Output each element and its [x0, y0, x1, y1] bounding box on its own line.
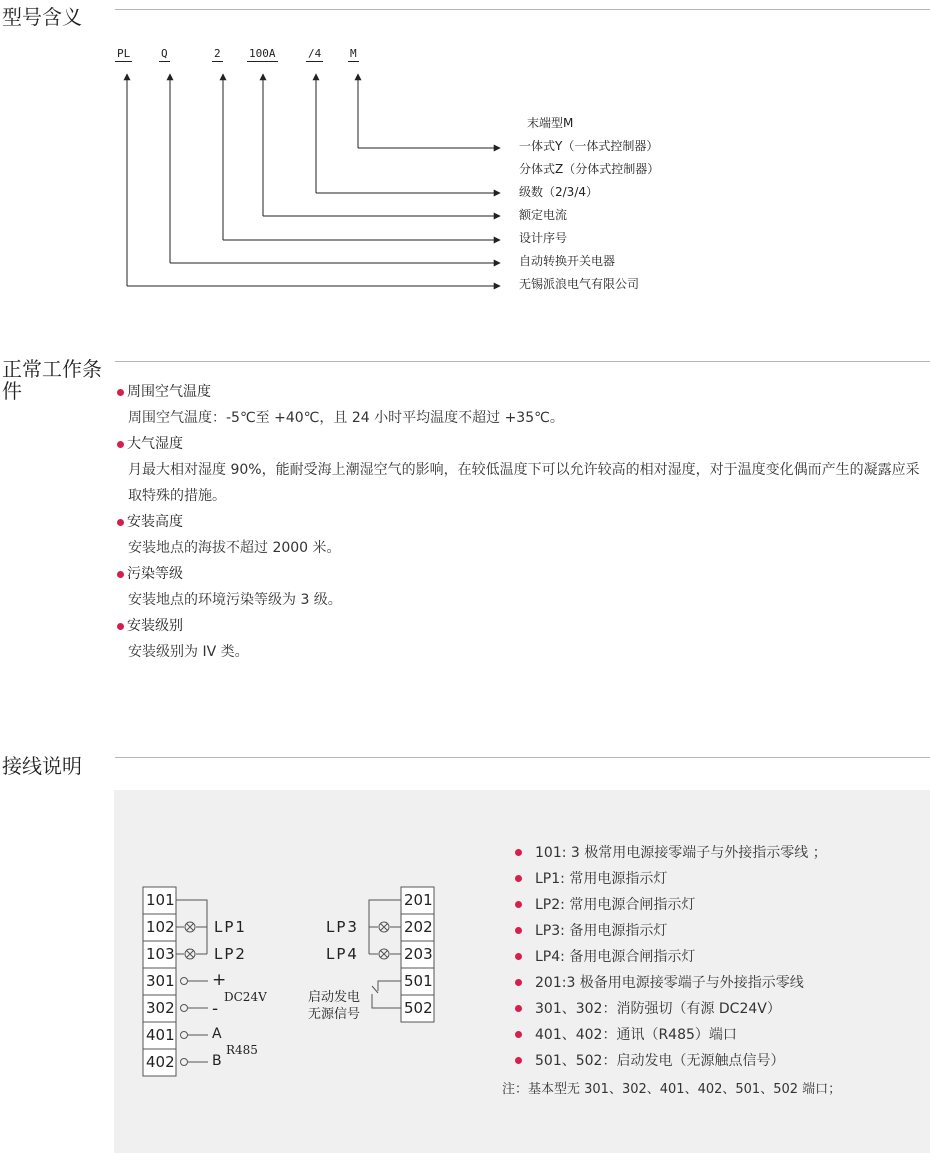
label-company: 无锡派浪电气有限公司 [519, 277, 640, 291]
terminal-103: 103 [146, 945, 175, 963]
bullet-icon [515, 849, 522, 856]
label-design-number: 设计序号 [519, 231, 568, 245]
condition-text: 月最大相对湿度 90%，能耐受海上潮湿空气的影响，在较低温度下可以允许较高的相对湿度，对于温度变化偶而产生的凝露应采取特殊的措施。 [128, 462, 920, 504]
label-dc24v: DC24V [224, 990, 267, 1004]
condition-text: 安装地点的环境污染等级为 3 级。 [128, 592, 342, 608]
legend-item: 401、402：通讯（R485）端口 [509, 1022, 827, 1048]
terminal-302: 302 [146, 999, 175, 1017]
label-b: B [212, 1053, 222, 1069]
legend-item: LP4: 备用电源合闸指示灯 [509, 944, 827, 970]
legend-item: 301、302：消防强切（有源 DC24V） [509, 996, 827, 1022]
terminal-402: 402 [146, 1053, 175, 1071]
label-rated-current: 额定电流 [519, 208, 568, 222]
terminal-301: 301 [146, 972, 175, 990]
label-poles: 级数（2/3/4） [519, 185, 598, 199]
terminal-201: 201 [404, 891, 433, 909]
terminal-203: 203 [404, 945, 433, 963]
label-lp4: LP4 [326, 945, 359, 963]
condition-heading: 安装级别 [117, 613, 930, 639]
label-r485: R485 [226, 1043, 258, 1057]
legend-item: LP3: 备用电源指示灯 [509, 918, 827, 944]
condition-heading: 大气湿度 [117, 431, 930, 457]
condition-heading: 污染等级 [117, 561, 930, 587]
label-integrated: 一体式Y（一体式控制器） [519, 139, 659, 153]
label-ats: 自动转换开关电器 [519, 254, 616, 268]
model-code-design: 2 [214, 47, 221, 60]
condition-heading: 安装高度 [117, 509, 930, 535]
terminal-101: 101 [146, 891, 175, 909]
wiring-legend [509, 840, 827, 1074]
label-split: 分体式Z（分体式控制器） [519, 162, 660, 176]
terminal-501: 501 [404, 972, 433, 990]
terminal-401: 401 [146, 1026, 175, 1044]
legend-item: 201:3 极备用电源接零端子与外接指示零线 [509, 970, 827, 996]
bullet-icon [515, 1057, 522, 1064]
label-lp3: LP3 [326, 918, 359, 936]
condition-text: 安装地点的海拔不超过 2000 米。 [128, 540, 341, 556]
model-code-poles: /4 [308, 47, 322, 60]
label-gen-line2: 无源信号 [308, 1007, 361, 1022]
label-terminal-type: 末端型M [527, 116, 574, 130]
section-title-conditions: 正常工作条件 [2, 357, 102, 403]
bullet-icon [515, 979, 522, 986]
bullet-icon [515, 927, 522, 934]
bullet-icon [515, 1005, 522, 1012]
model-code-q: Q [161, 47, 168, 60]
bullet-icon [515, 1031, 522, 1038]
legend-item: 101: 3 极常用电源接零端子与外接指示零线 ； [509, 840, 827, 866]
legend-item: LP1: 常用电源指示灯 [509, 866, 827, 892]
condition-text: 安装级别为 IV 类。 [128, 644, 249, 660]
label-plus: + [212, 970, 227, 990]
terminal-502: 502 [404, 999, 433, 1017]
model-code-type: M [350, 47, 357, 60]
terminal-202: 202 [404, 918, 433, 936]
label-lp2: LP2 [214, 945, 247, 963]
condition-text: 周围空气温度：-5℃至 +40℃，且 24 小时平均温度不超过 +35℃。 [128, 410, 564, 426]
bullet-icon [515, 953, 522, 960]
section-title-model: 型号含义 [2, 5, 82, 29]
bullet-icon [515, 875, 522, 882]
model-code-pl: PL [117, 47, 131, 60]
label-a: A [212, 1026, 222, 1042]
condition-heading: 周围空气温度 [117, 379, 930, 405]
wiring-note: 注：基本型无 301、302、401、402、501、502 端口； [502, 1082, 842, 1097]
label-gen-line1: 启动发电 [308, 990, 361, 1005]
bullet-icon [515, 901, 522, 908]
section-title-wiring: 接线说明 [2, 754, 82, 778]
model-code-current: 100A [249, 47, 276, 60]
terminal-102: 102 [146, 918, 175, 936]
legend-item: LP2: 常用电源合闸指示灯 [509, 892, 827, 918]
label-lp1: LP1 [214, 918, 247, 936]
label-minus: - [212, 999, 219, 1019]
legend-item: 501、502：启动发电（无源触点信号） [509, 1048, 827, 1074]
